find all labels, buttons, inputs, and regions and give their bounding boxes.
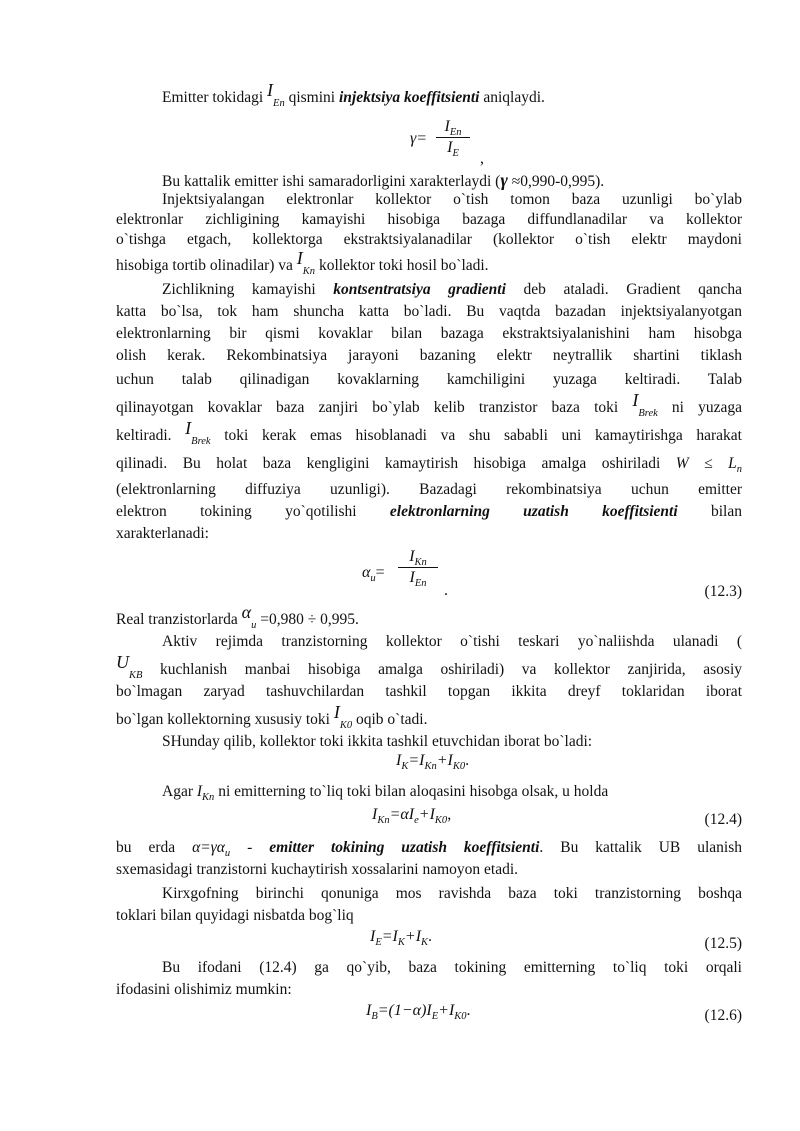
paragraph-kirchhoff: Kirxgofning birinchi qonuniga mos ravishda baza toki tranzistorning boshqa	[162, 885, 742, 902]
paragraph-gradient-l1: Zichlikning kamayishi kontsentratsiya gradienti deb ataladi. Gradient qancha	[162, 281, 742, 298]
paragraph-emitter-transfer: bu erda $\alpha=\gamma\alpha_u$ - emitter tokining uzatish koeffitsienti. Bu kattalik UB ulanish	[116, 839, 742, 859]
equation-12-6: $I_B=(1-\alpha)I_E+I_{K0}$.	[366, 1002, 471, 1022]
equation-alpha-u: $\alpha_u=$ $I_{Kn}$ $I_{En}$ .	[362, 548, 448, 599]
equation-number-12-5: (12.5)	[704, 935, 742, 952]
term-concentration-gradient: kontsentratsiya gradienti	[333, 281, 506, 298]
paragraph-injection: Emitter tokidagi $I_{En}$ qismini injektsiya koeffitsienti aniqlaydi.	[162, 80, 545, 109]
equation-12-4: $I_{Kn}=\alpha I_e+I_{K0}$,	[372, 806, 452, 826]
paragraph-ikn-relation: Agar $I_{Kn}$ ni emitterning to`liq toki bilan aloqasini hisobga olsak, u holda	[162, 783, 609, 803]
equation-number-12-6: (12.6)	[704, 1007, 742, 1024]
paragraph-diffusion-l1: Injektsiyalangan elektronlar kollektor o`tish tomon baza uzunligi bo`ylab	[162, 191, 742, 208]
paragraph-diffusion-l3: o`tishga etgach, kollektorga ekstraktsiyalanadilar (kollektor o`tish elektr maydoni	[116, 231, 742, 248]
paragraph-real-transistors: Real tranzistorlarda $\alpha_u =0,980 \div 0,995$.	[116, 602, 359, 631]
term-emitter-transfer-coefficient: emitter tokining uzatish koeffitsienti	[269, 839, 540, 856]
equation-number-12-3: (12.3)	[704, 583, 742, 600]
paragraph-diffusion-l2: elektronlar zichligining kamayishi hisobiga bazaga diffundlanadilar va kollektor	[116, 211, 742, 228]
paragraph-diffusion-l4: hisobiga tortib olinadilar) va $I_{Kn}$ kollektor toki hosil bo`ladi.	[116, 248, 489, 277]
equation-number-12-4: (12.4)	[704, 811, 742, 828]
symbol-I: I	[267, 80, 274, 100]
paragraph-collector-current: SHunday qilib, kollektor toki ikkita tashkil etuvchidan iborat bo`ladi:	[162, 733, 593, 750]
paragraph-base-current: Bu ifodani (12.4) ga qo`yib, baza tokining emitterning to`liq toki orqali	[162, 959, 742, 976]
paragraph-efficiency: Bu kattalik emitter ishi samaradorligini xarakterlaydi (γ ≈0,990-0,995).	[162, 170, 605, 190]
paragraph-active-mode-l1: Aktiv rejimda tranzistorning kollektor o`tishi teskari yo`naliishda ulanadi (	[162, 633, 742, 650]
term-injection-coefficient: injektsiya koeffitsienti	[338, 89, 480, 106]
term-electron-transfer-coefficient: elektronlarning uzatish koeffitsienti	[389, 503, 678, 520]
equation-12-5: $I_E=I_K+I_K$.	[370, 928, 433, 948]
equation-ik: $I_K=I_{Kn}+I_{K0}$.	[396, 752, 470, 772]
